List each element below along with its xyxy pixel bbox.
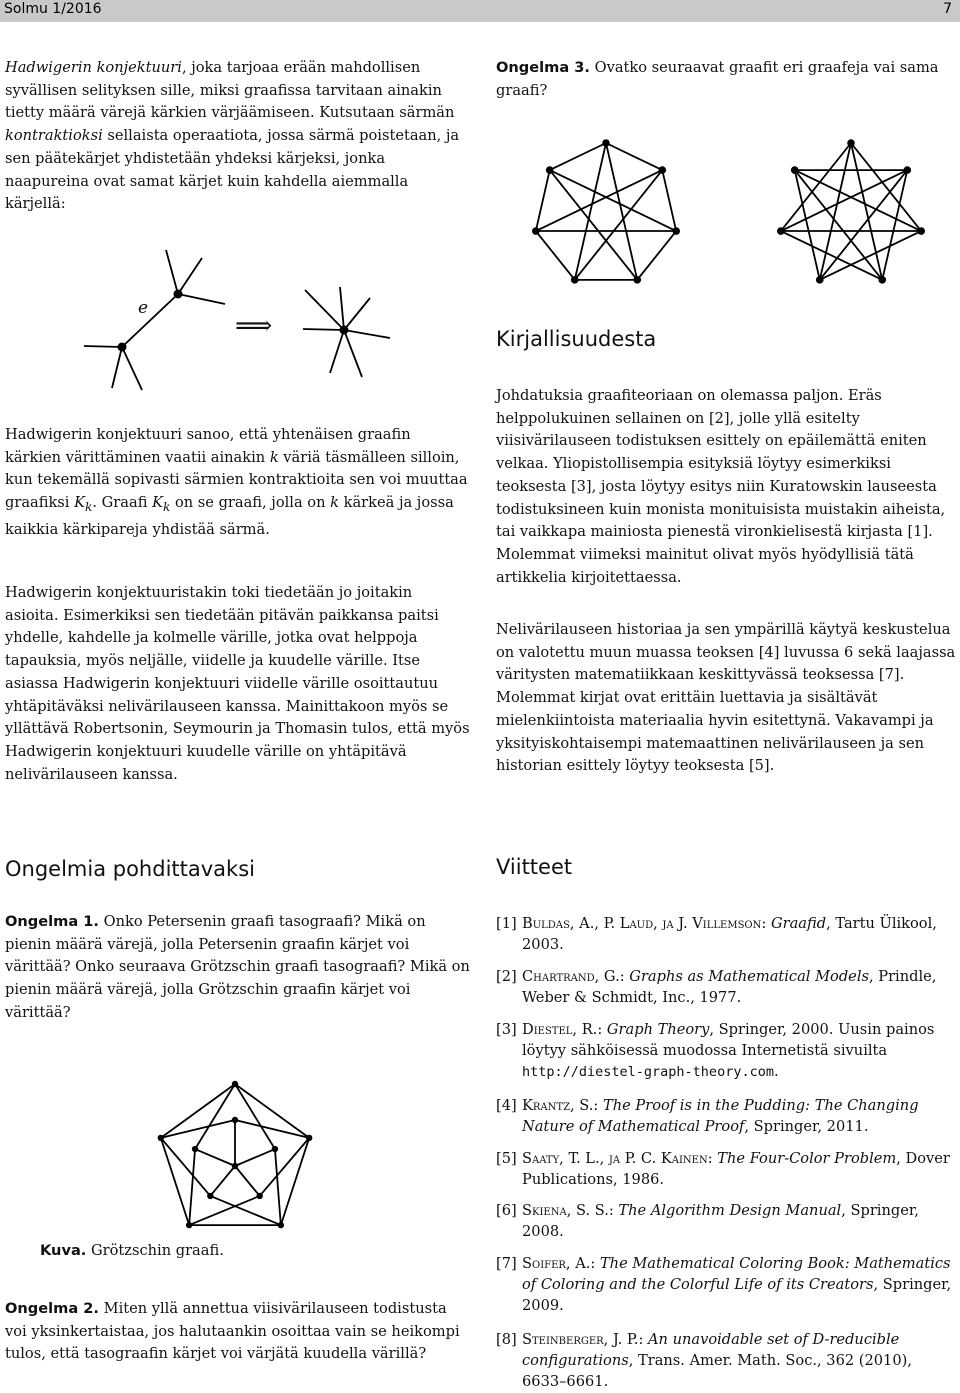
- term-hadwiger: Hadwigerin konjektuuri: [5, 59, 182, 76]
- graph-vertex: [192, 1146, 198, 1152]
- graph-edge: [189, 1149, 195, 1225]
- reference-item: [496, 1253, 958, 1316]
- graph-vertex: [917, 227, 925, 235]
- lit-para2-text: Nelivärilauseen historiaa ja sen ympärillä käytyä keskustelua on valotettu muun muassa teoksen [4] luvussa 6 sekä laajassa väritysten matematiikkaan keskittyvässä teoksessa [7]. Molemmat kirjat ovat erittäin luettavia ja sisältävät mielenkiintoista materiaalia hyvin esitettynä. Vakavampi ja yksityiskohtaisempi matemaattinen nelivärilauseen ja sen historian esittely löytyy teoksesta [5].: [496, 621, 956, 775]
- p1-k4: k: [330, 494, 339, 512]
- reference-title: The Four-Color Problem: [717, 1150, 897, 1167]
- graph-edge: [606, 143, 662, 170]
- reference-rest: , Dover Publications, 1986.: [522, 1150, 950, 1188]
- reference-url[interactable]: http://diestel-graph-theory.com: [522, 1064, 774, 1080]
- reference-rest: , Prindle, Weber & Schmidt, Inc., 1977.: [522, 968, 937, 1006]
- reference-text: Diestel, R.: Graph Theory, Springer, 2000. Uusin painos löytyy sähköisessä muodossa Internetistä sivuilta http://diestel-graph-theory.com.: [522, 1021, 935, 1080]
- intro-paragraph: [5, 57, 470, 216]
- problem-3-text: Ovatko seuraavat graafit eri graafeja vai sama graafi?: [496, 59, 939, 99]
- reference-authors: Saaty, T. L., ja P. C. Kainen: [522, 1150, 708, 1167]
- problem-3-graphs-figure: [496, 120, 956, 290]
- graph-edge: [795, 170, 921, 231]
- reference-authors: Soifer, A.: [522, 1255, 591, 1272]
- reference-number: [7]: [496, 1255, 517, 1272]
- page-number: 7: [943, 1, 952, 17]
- known-results-paragraph: [5, 582, 470, 786]
- graph-edge: [281, 1138, 309, 1225]
- graph-vertex: [278, 1222, 284, 1228]
- reference-rest: , Springer, 2000. Uusin painos löytyy sähköisessä muodossa Internetistä sivuilta: [522, 1021, 935, 1059]
- running-header: [0, 0, 960, 22]
- reference-text: Skiena, S. S.: The Algorithm Design Manual, Springer, 2008.: [522, 1202, 919, 1240]
- reference-text: Saaty, T. L., ja P. C. Kainen: The Four-Color Problem, Dover Publications, 1986.: [522, 1150, 950, 1188]
- graph-edge: [637, 231, 676, 280]
- graph-vertex: [232, 1163, 238, 1169]
- reference-item: [496, 1095, 958, 1137]
- graph-edge: [195, 1084, 235, 1149]
- reference-authors: Krantz, S.: [522, 1097, 594, 1114]
- graph-edge: [781, 170, 907, 231]
- graph-vertex: [207, 1193, 213, 1199]
- graph-vertex: [777, 227, 785, 235]
- graph-vertex: [546, 166, 554, 174]
- problem-1-text: Onko Petersenin graafi tasograafi? Mikä on pienin määrä värejä, jolla Petersenin graafin kärjet voi värittää? Onko seuraava Grötzschin graafi tasograafi? Mikä on pienin määrä värejä, jolla Grötzschin graafin kärjet voi värittää?: [5, 913, 470, 1021]
- p1-a: Hadwigerin konjektuuri sanoo, että yhtenäisen graafin kärkien värittäminen vaatii ainakin: [5, 426, 411, 466]
- section-literature-title: Kirjallisuudesta: [496, 327, 657, 351]
- reference-after: .: [773, 1063, 779, 1080]
- reference-authors: Steinberger, J. P.: [522, 1331, 639, 1348]
- p1-k1: k: [269, 448, 279, 466]
- reference-text: Steinberger, J. P.: An unavoidable set of D-reducible configurations, Trans. Amer. Math. Soc., 362 (2010), 6633–6661.: [522, 1331, 912, 1390]
- graph-vertex: [272, 1146, 278, 1152]
- implies-arrow: ⟹: [235, 311, 273, 341]
- graph-vertex: [532, 227, 540, 235]
- hadwiger-paragraph: [5, 424, 470, 541]
- caption-label: Kuva.: [40, 1242, 87, 1259]
- graph-edge: [210, 1196, 281, 1225]
- vertex-lower: [118, 343, 127, 352]
- problem-3-label: Ongelma 3.: [496, 59, 590, 76]
- reference-rest: , Springer, 2008.: [522, 1202, 919, 1240]
- reference-number: [3]: [496, 1021, 517, 1038]
- problem-2-label: Ongelma 2.: [5, 1300, 99, 1317]
- problem-1: [5, 911, 470, 1025]
- graph-edge: [235, 1166, 260, 1196]
- graph-edge: [161, 1138, 210, 1196]
- reference-text: Krantz, S.: The Proof is in the Pudding: The Changing Nature of Mathematical Proof, Springer, 2011.: [522, 1097, 919, 1135]
- lit-para1-text: Johdatuksia graafiteoriaan on olemassa paljon. Eräs helppolukuinen sellainen on [2], jolle yllä esitelty viisivärilauseen todistuksen esittely on epäilemättä eniten velkaa. Yliopistollisempia esityksiä löytyy esimerkiksi teoksesta [3], josta löytyy esitys niin Kuratowskin lauseesta todistuksineen kuin monista monituisista muistakin aiheista, tai vaikkapa mainiosta pienestä vironkielisestä kirjasta [1]. Molemmat viimeksi mainitut olivat myös hyödyllisiä tätä artikkelia kirjoitettaessa.: [496, 387, 946, 586]
- graph-edge: [235, 1149, 275, 1166]
- problem-3: [496, 57, 958, 102]
- graph-vertex: [186, 1222, 192, 1228]
- reference-text: Soifer, A.: The Mathematical Coloring Book: Mathematics of Coloring and the Colorful Life of its Creators, Springer, 2009.: [522, 1255, 952, 1314]
- reference-item: [496, 1148, 958, 1190]
- graph-vertex: [658, 166, 666, 174]
- reference-authors: Chartrand, G.: [522, 968, 620, 985]
- reference-authors: Buldas, A., P. Laud, ja J. Villemson: [522, 915, 762, 932]
- graph-vertex: [791, 166, 799, 174]
- section-references-title: Viitteet: [496, 855, 573, 879]
- vertex-merged: [340, 326, 349, 335]
- reference-item: [496, 1200, 958, 1242]
- graph-vertex: [672, 227, 680, 235]
- p1-K2: K: [152, 494, 163, 512]
- edge-label-e: e: [138, 298, 149, 318]
- graph-edge: [536, 231, 575, 280]
- reference-title: The Proof is in the Pudding: The Changing Nature of Mathematical Proof: [522, 1097, 919, 1135]
- problem-1-label: Ongelma 1.: [5, 913, 99, 930]
- term-contraction: kontraktioksi: [5, 127, 103, 145]
- graph-vertex: [903, 166, 911, 174]
- graph-vertex: [878, 276, 886, 284]
- graph-vertex: [633, 276, 641, 284]
- graph-vertex: [571, 276, 579, 284]
- graph-edge: [161, 1138, 189, 1225]
- reference-number: [1]: [496, 915, 517, 932]
- grotzsch-graph-figure: [110, 1080, 370, 1240]
- problem-2: [5, 1298, 470, 1366]
- reference-rest: , Trans. Amer. Math. Soc., 362 (2010), 6633–6661.: [522, 1352, 912, 1390]
- reference-title: An unavoidable set of D-reducible configurations: [522, 1331, 900, 1369]
- figure-caption: [40, 1240, 224, 1263]
- graph-edge: [536, 170, 550, 231]
- reference-rest: , Tartu Ülikool, 2003.: [522, 915, 937, 953]
- graph-edge: [210, 1166, 235, 1196]
- p1-k3: k: [162, 500, 171, 515]
- graph-edge: [195, 1149, 235, 1166]
- reference-rest: , Springer, 2011.: [744, 1118, 869, 1135]
- reference-authors: Diestel, R.: [522, 1021, 598, 1038]
- reference-number: [5]: [496, 1150, 517, 1167]
- vertex-upper: [174, 290, 183, 299]
- graph-vertex: [847, 139, 855, 147]
- reference-title: Graphs as Mathematical Models: [629, 968, 869, 985]
- reference-title: Graph Theory: [606, 1021, 710, 1038]
- graph-edge: [662, 170, 676, 231]
- reference-title: Graafid: [770, 915, 827, 932]
- graph-edge: [550, 143, 606, 170]
- para2-text: Hadwigerin konjektuuristakin toki tiedetään jo joitakin asioita. Esimerkiksi sen tiedetään pitävän paikkansa paitsi yhdelle, kahdelle ja kolmelle värille, jotka ovat helppoja tapauksia, myös neljälle, viidelle ja kuudelle värille. Itse asiassa Hadwigerin konjektuuri viidelle värille osoittautuu yhtäpitäväksi nelivärilauseen kanssa. Mainittakoon myös se yllättävä Robertsonin, Seymourin ja Thomasin tulos, että myös Hadwigerin konjektuuri kuudelle värille on yhtäpitävä nelivärilauseen kanssa.: [5, 584, 470, 783]
- intro-text-2: sellaista operaatiota, jossa särmä poistetaan, ja sen päätekärjet yhdistetään yhdeksi kärjeksi, jonka naapureina ovat samat kärjet kuin kahdella aiemmalla kärjellä:: [5, 127, 460, 213]
- literature-paragraph-2: [496, 619, 958, 778]
- graph-vertex: [816, 276, 824, 284]
- edge-contraction-figure: [0, 240, 480, 380]
- graph-vertex: [256, 1193, 262, 1199]
- reference-authors: Skiena, S. S.: [522, 1202, 609, 1219]
- p1-k2: k: [85, 500, 93, 515]
- graph-edge: [235, 1084, 275, 1149]
- graph-edge: [781, 231, 882, 280]
- literature-paragraph-1: [496, 385, 958, 589]
- graph-edge: [536, 170, 662, 231]
- section-problems-title: Ongelmia pohdittavaksi: [5, 857, 255, 881]
- graph-edge: [260, 1138, 309, 1196]
- graph-vertex: [306, 1135, 312, 1141]
- reference-item: [496, 913, 958, 955]
- reference-text: Buldas, A., P. Laud, ja J. Villemson: Graafid, Tartu Ülikool, 2003.: [522, 915, 937, 953]
- reference-item: [496, 1019, 958, 1083]
- reference-number: [2]: [496, 968, 517, 985]
- p1-d: on se graafi, jolla on: [170, 494, 331, 512]
- graph-edge: [275, 1149, 281, 1225]
- p1-c: . Graafi: [92, 494, 153, 512]
- reference-title: The Mathematical Coloring Book: Mathematics of Coloring and the Colorful Life of its Creators: [522, 1255, 951, 1293]
- reference-item: [496, 1329, 958, 1392]
- graph-edge: [550, 170, 676, 231]
- intro-text-1: , joka tarjoaa erään mahdollisen syvällisen selityksen sille, miksi graafissa tarvitaan ainakin tietty määrä värejä kärkien värjäämiseen. Kutsutaan särmän: [5, 59, 455, 122]
- reference-text: Chartrand, G.: Graphs as Mathematical Models, Prindle, Weber & Schmidt, Inc., 1977.: [522, 968, 937, 1006]
- graph-edge: [189, 1196, 260, 1225]
- graph-vertex: [232, 1117, 238, 1123]
- p1-e: kärkeä ja jossa kaikkia kärkipareja yhdistää särmä.: [5, 494, 454, 538]
- graph-vertex: [602, 139, 610, 147]
- graph-edge: [820, 231, 921, 280]
- caption-text: Grötzschin graafi.: [86, 1242, 224, 1259]
- p1-b: väriä täsmälleen silloin, kun tekemällä sopivasti särmien kontraktioita sen voi muuttaa graafiksi: [5, 448, 468, 512]
- reference-title: The Algorithm Design Manual: [618, 1202, 842, 1219]
- reference-number: [4]: [496, 1097, 517, 1114]
- graph-vertex: [158, 1135, 164, 1141]
- problem-2-text: Miten yllä annettua viisivärilauseen todistusta voi yksinkertaistaa, jos halutaankin osoittaa vain se heikompi tulos, että tasograafin kärjet voi värjätä kuudella värillä?: [5, 1300, 460, 1363]
- graph-vertex: [232, 1081, 238, 1087]
- reference-number: [8]: [496, 1331, 517, 1348]
- p1-K1: K: [74, 494, 85, 512]
- journal-issue: Solmu 1/2016: [4, 1, 102, 17]
- reference-number: [6]: [496, 1202, 517, 1219]
- reference-rest: , Springer, 2009.: [522, 1276, 952, 1314]
- reference-item: [496, 966, 958, 1008]
